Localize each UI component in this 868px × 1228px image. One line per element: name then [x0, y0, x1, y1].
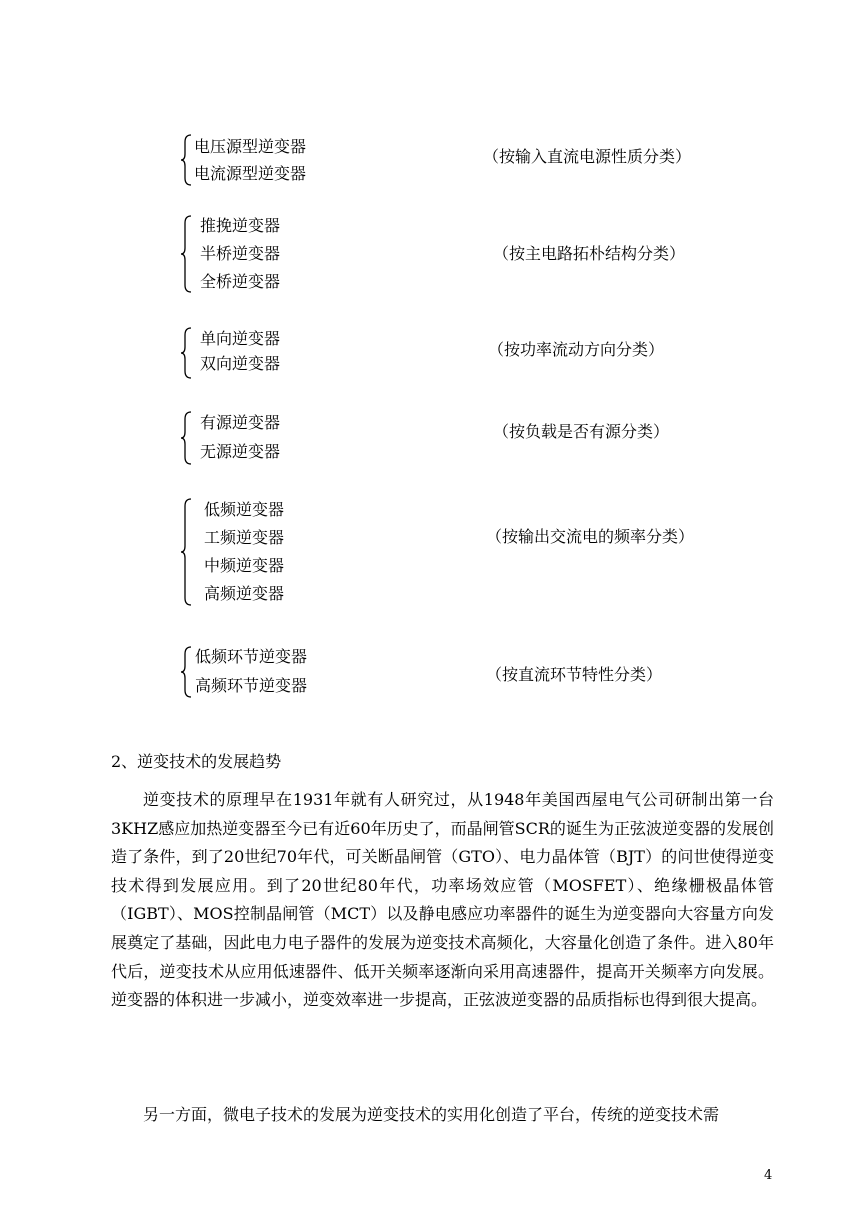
classification-note-5: （按输出交流电的频率分类）	[486, 527, 695, 546]
group-item: 全桥逆变器	[200, 272, 281, 291]
section-heading: 2、逆变技术的发展趋势	[111, 752, 282, 771]
group-item: 单向逆变器	[200, 329, 281, 348]
brace-icon	[180, 410, 192, 466]
brace-icon	[180, 326, 192, 380]
classification-note-6: （按直流环节特性分类）	[486, 665, 663, 684]
classification-note-3: （按功率流动方向分类）	[488, 340, 665, 359]
group-item: 工频逆变器	[204, 528, 285, 547]
classification-note-4: （按负载是否有源分类）	[493, 422, 670, 441]
group-item: 中频逆变器	[204, 556, 285, 575]
body-paragraph: 逆变技术的原理早在1931年就有人研究过，从1948年美国西屋电气公司研制出第一台3KHZ感应加热逆变器至今已有近60年历史了，而晶闸管SCR的诞生为正弦波逆变器的发展创造了条件，到了20世纪70年代，可关断晶闸管（GTO）、电力晶体管（BJT）的问世使得逆变技术得到发展应用。到了20世纪80年代，功率场效应管（MOSFET）、绝缘栅极晶体管（IGBT）、MOS控制晶闸管（MCT）以及静电感应功率器件的诞生为逆变器向大容量方向发展奠定了基础，因此电力电子器件的发展为逆变技术高频化，大容量化创造了条件。进入80年代后，逆变技术从应用低速器件、低开关频率逐渐向采用高速器件，提高开关频率方向发展。逆变器的体积进一步减小，逆变效率进一步提高，正弦波逆变器的品质指标也得到很大提高。	[111, 790, 774, 1010]
brace-icon	[180, 645, 192, 699]
brace-icon	[180, 133, 192, 187]
group-item: 高频逆变器	[204, 584, 285, 603]
body-paragraph: 另一方面，微电子技术的发展为逆变技术的实用化创造了平台，传统的逆变技术需	[143, 1105, 720, 1124]
group-item: 高频环节逆变器	[195, 676, 308, 695]
group-item: 有源逆变器	[200, 413, 281, 432]
group-item: 半桥逆变器	[200, 244, 281, 263]
group-item: 推挽逆变器	[200, 216, 281, 235]
brace-icon	[180, 214, 192, 294]
group-item: 低频逆变器	[204, 500, 285, 519]
classification-note-1: （按输入直流电源性质分类）	[483, 147, 692, 166]
page-number: 4	[764, 1168, 773, 1183]
group-item: 电流源型逆变器	[194, 164, 307, 183]
group-item: 电压源型逆变器	[194, 137, 307, 156]
classification-note-2: （按主电路拓朴结构分类）	[493, 244, 686, 263]
group-item: 双向逆变器	[200, 354, 281, 373]
group-item: 无源逆变器	[200, 442, 281, 461]
group-item: 低频环节逆变器	[195, 647, 308, 666]
brace-icon	[180, 497, 192, 607]
